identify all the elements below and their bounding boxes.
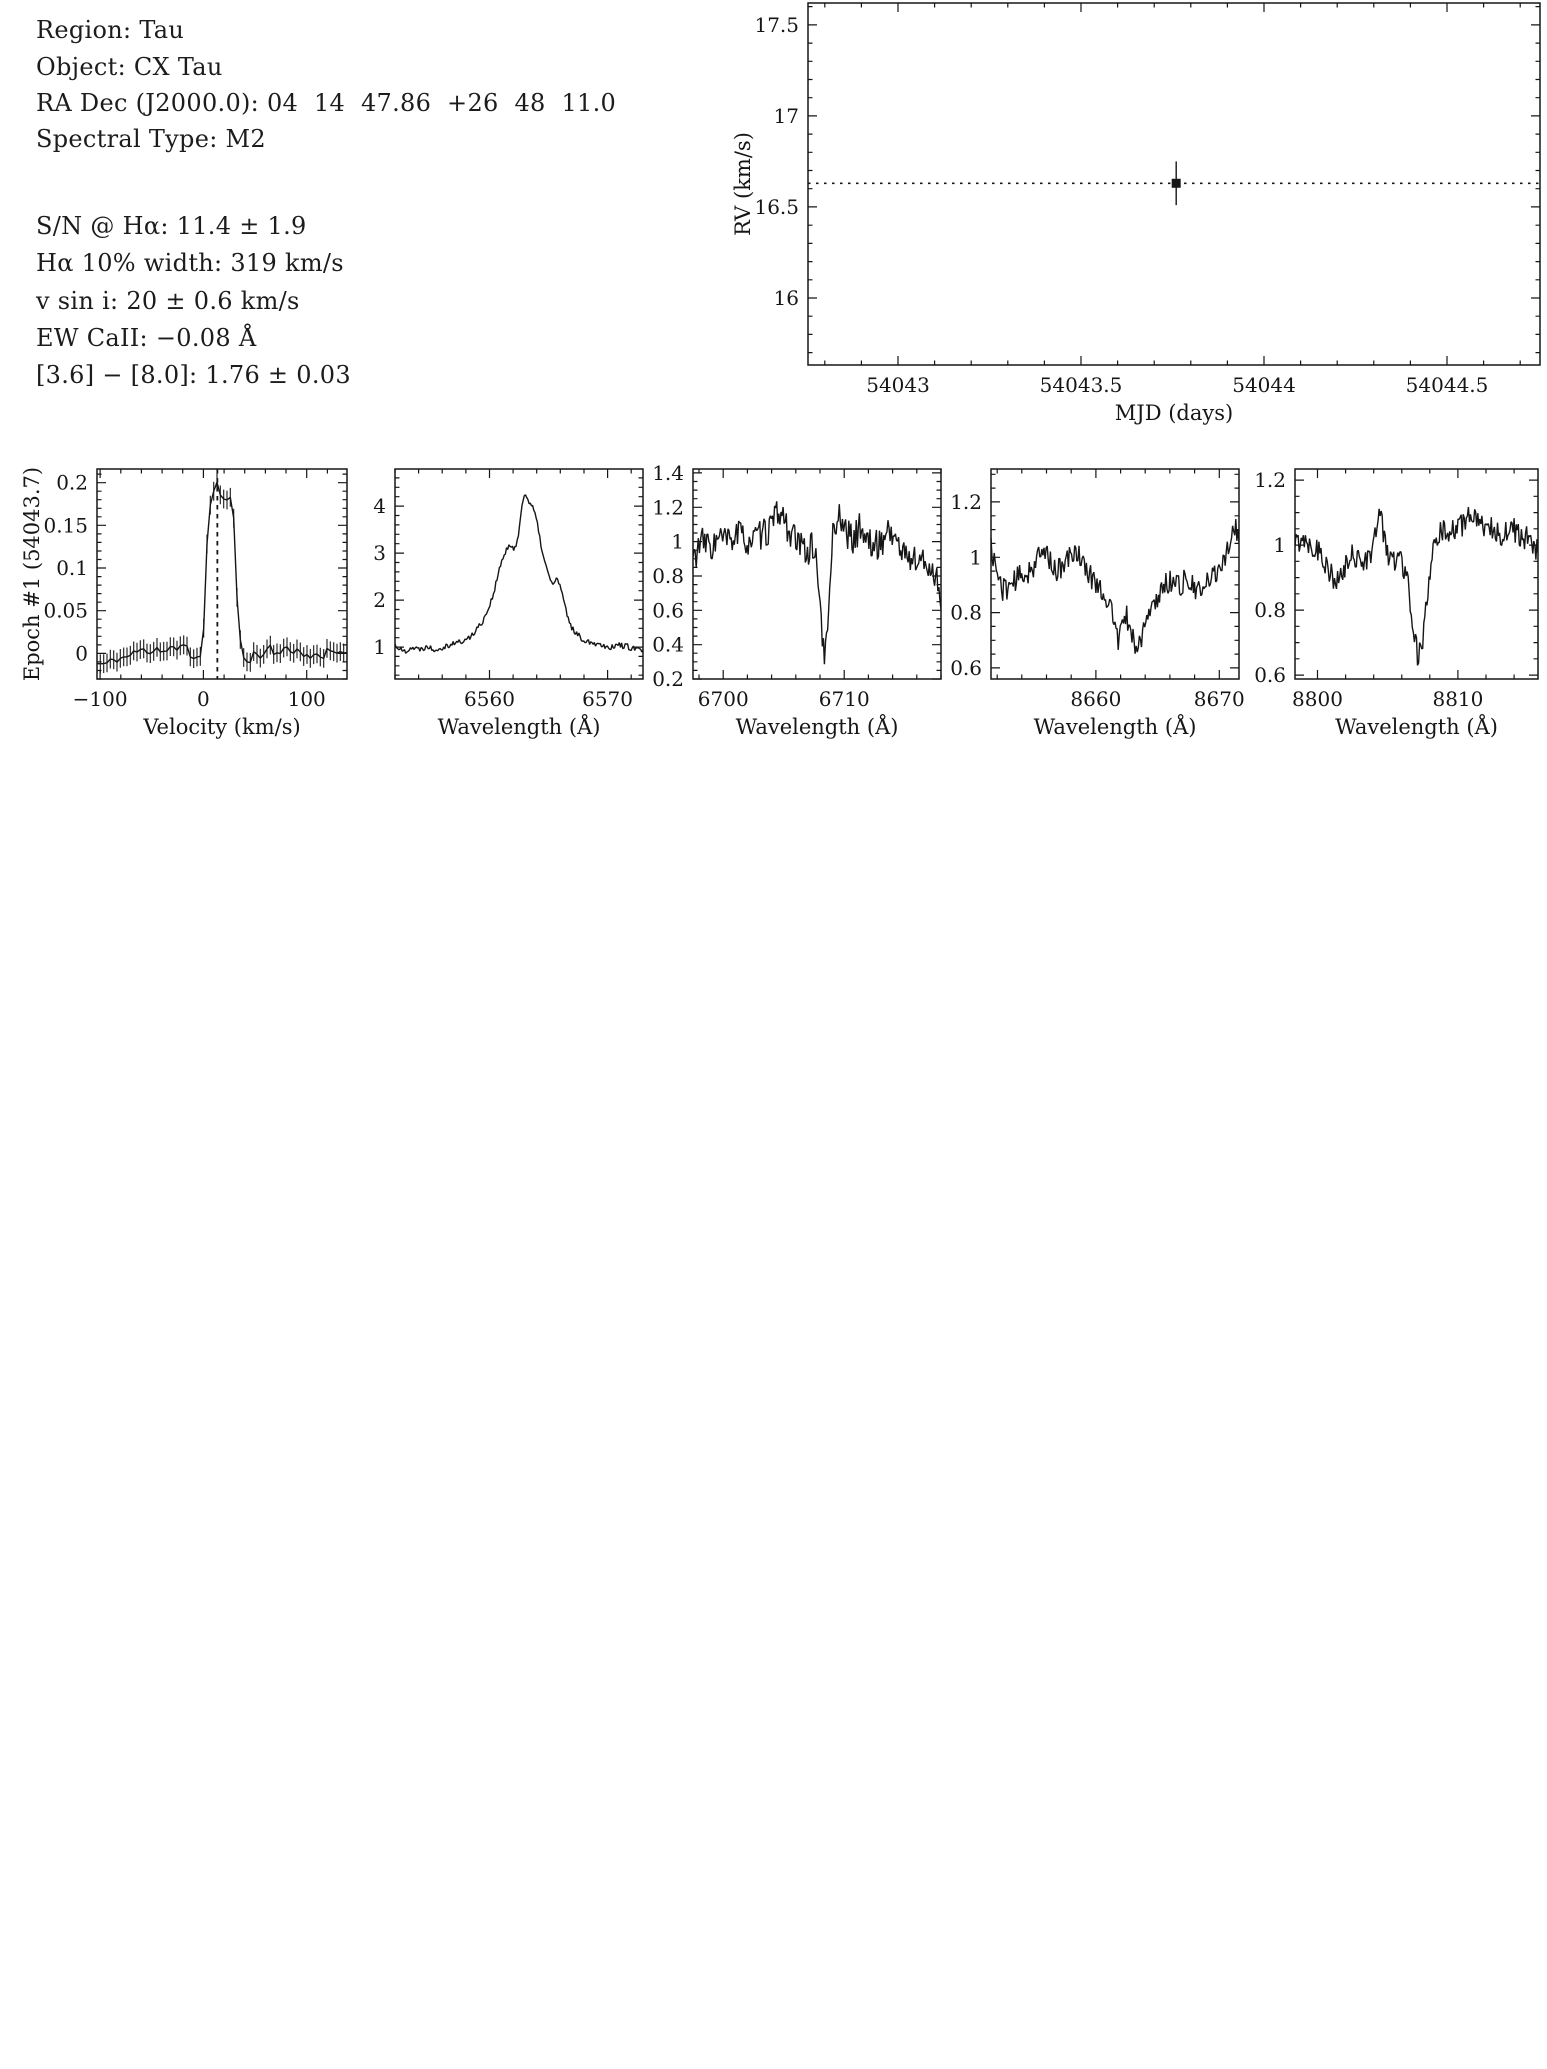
rv-vs-mjd-ytick-label: 17: [773, 103, 799, 128]
caii-8662-line-ytick-label: 0.6: [950, 655, 982, 680]
epoch1-velocity-profile-ytick-label: 0.2: [56, 470, 88, 495]
li-6708-line-plot-area: [693, 501, 941, 664]
li-6708-line-ytick-label: 0.4: [652, 632, 684, 657]
epoch1-velocity-profile-ytick-label: 0.15: [43, 513, 88, 538]
epoch1-velocity-profile-error-bars: [97, 473, 347, 673]
rv-vs-mjd-ytick-label: 17.5: [754, 12, 799, 37]
epoch1-velocity-profile-xtick-label: 0: [197, 687, 210, 711]
rv-vs-mjd-xtick-label: 54043.5: [1039, 373, 1123, 397]
li-6708-line-xlabel: Wavelength (Å): [735, 715, 899, 739]
epoch1-velocity-profile: [20, 467, 347, 739]
info-object: Object: CX Tau: [36, 53, 223, 81]
li-6708-line-ytick-label: 1: [671, 529, 684, 554]
caii-8662-line-ytick-label: 0.8: [950, 600, 982, 625]
li-6708-line-ytick-label: 0.6: [652, 598, 684, 623]
mgi-8807-line: [1254, 468, 1538, 739]
halpha-6563-line: [373, 469, 643, 739]
mgi-8807-line-series: [1295, 507, 1538, 665]
info-sn-halpha: S/N @ Hα: 11.4 ± 1.9: [36, 212, 307, 240]
rv-vs-mjd-ylabel: RV (km/s): [731, 132, 755, 236]
epoch1-velocity-profile-xtick-label: 100: [287, 687, 326, 711]
epoch1-velocity-profile-plot-area: [97, 469, 347, 679]
epoch1-velocity-profile-xlabel: Velocity (km/s): [143, 715, 301, 739]
mgi-8807-line-plot-area: [1295, 507, 1538, 665]
epoch1-velocity-profile-ylabel: Epoch #1 (54043.7): [20, 466, 44, 682]
rv-vs-mjd-xtick-label: 54044: [1232, 373, 1296, 397]
mgi-8807-line-ytick-label: 1: [1273, 533, 1286, 558]
caii-8662-line-plot-area: [991, 519, 1239, 654]
info-region: Region: Tau: [36, 16, 185, 44]
info-halpha-width: Hα 10% width: 319 km/s: [36, 249, 344, 277]
caii-8662-line-xtick-label: 8660: [1070, 687, 1122, 711]
halpha-6563-line-xlabel: Wavelength (Å): [437, 715, 601, 739]
caii-8662-line-series: [991, 519, 1239, 654]
rv-vs-mjd-data-point: [1172, 179, 1181, 188]
epoch1-velocity-profile-ticks: [97, 469, 347, 679]
rv-vs-mjd-plot-area: [808, 161, 1540, 205]
li-6708-line-ytick-label: 1.2: [652, 495, 684, 520]
caii-8662-line-xtick-label: 8670: [1193, 687, 1245, 711]
info-ra-dec: RA Dec (J2000.0): 04 14 47.86 +26 48 11.0: [36, 89, 617, 117]
mgi-8807-line-xtick-label: 8800: [1292, 687, 1343, 711]
mgi-8807-line-ytick-label: 0.6: [1254, 663, 1286, 688]
rv-vs-mjd: [731, 3, 1540, 425]
halpha-6563-line-xtick-label: 6570: [582, 687, 634, 711]
info-vsini: v sin i: 20 ± 0.6 km/s: [36, 287, 300, 315]
mgi-8807-line-xtick-label: 8810: [1432, 687, 1484, 711]
info-ew-caii: EW CaII: −0.08 Å: [36, 324, 257, 352]
epoch1-velocity-profile-frame: [97, 469, 347, 679]
li-6708-line-ytick-label: 0.2: [652, 667, 684, 691]
caii-8662-line: [950, 469, 1245, 739]
halpha-6563-line-ytick-label: 4: [373, 494, 386, 519]
rv-vs-mjd-ytick-label: 16.5: [754, 194, 799, 219]
epoch1-velocity-profile-ytick-label: 0: [75, 641, 88, 666]
rv-vs-mjd-xtick-label: 54043: [866, 373, 930, 397]
li-6708-line-xtick-label: 6710: [818, 687, 870, 711]
caii-8662-line-ytick-label: 1: [969, 545, 982, 570]
rv-vs-mjd-xlabel: MJD (days): [1114, 401, 1234, 425]
epoch1-velocity-profile-ytick-label: 0.1: [56, 556, 88, 581]
halpha-6563-line-ytick-label: 2: [373, 588, 386, 613]
halpha-6563-line-xtick-label: 6560: [464, 687, 515, 711]
mgi-8807-line-xlabel: Wavelength (Å): [1335, 715, 1498, 739]
mgi-8807-line-ytick-label: 1.2: [1254, 468, 1286, 493]
li-6708-line-ytick-label: 1.4: [652, 460, 684, 485]
caii-8662-line-xlabel: Wavelength (Å): [1033, 715, 1197, 739]
halpha-6563-line-ytick-label: 3: [373, 541, 386, 566]
halpha-6563-line-plot-area: [395, 495, 643, 654]
li-6708-line: [652, 461, 941, 739]
rv-vs-mjd-xtick-label: 54044.5: [1405, 373, 1489, 397]
epoch1-velocity-profile-xtick-label: −100: [72, 687, 128, 711]
halpha-6563-line-series: [395, 495, 643, 654]
epoch1-velocity-profile-series: [97, 482, 347, 664]
li-6708-line-ytick-label: 0.8: [652, 563, 684, 588]
halpha-6563-line-ytick-label: 1: [373, 635, 386, 660]
epoch1-velocity-profile-ytick-label: 0.05: [43, 598, 88, 623]
info-color-index: [3.6] − [8.0]: 1.76 ± 0.03: [36, 361, 351, 389]
rv-vs-mjd-ytick-label: 16: [773, 285, 799, 310]
mgi-8807-line-ytick-label: 0.8: [1254, 598, 1286, 623]
li-6708-line-xtick-label: 6700: [697, 687, 749, 711]
li-6708-line-series: [693, 501, 941, 664]
info-spectral-type: Spectral Type: M2: [36, 125, 266, 153]
caii-8662-line-ytick-label: 1.2: [950, 489, 982, 514]
